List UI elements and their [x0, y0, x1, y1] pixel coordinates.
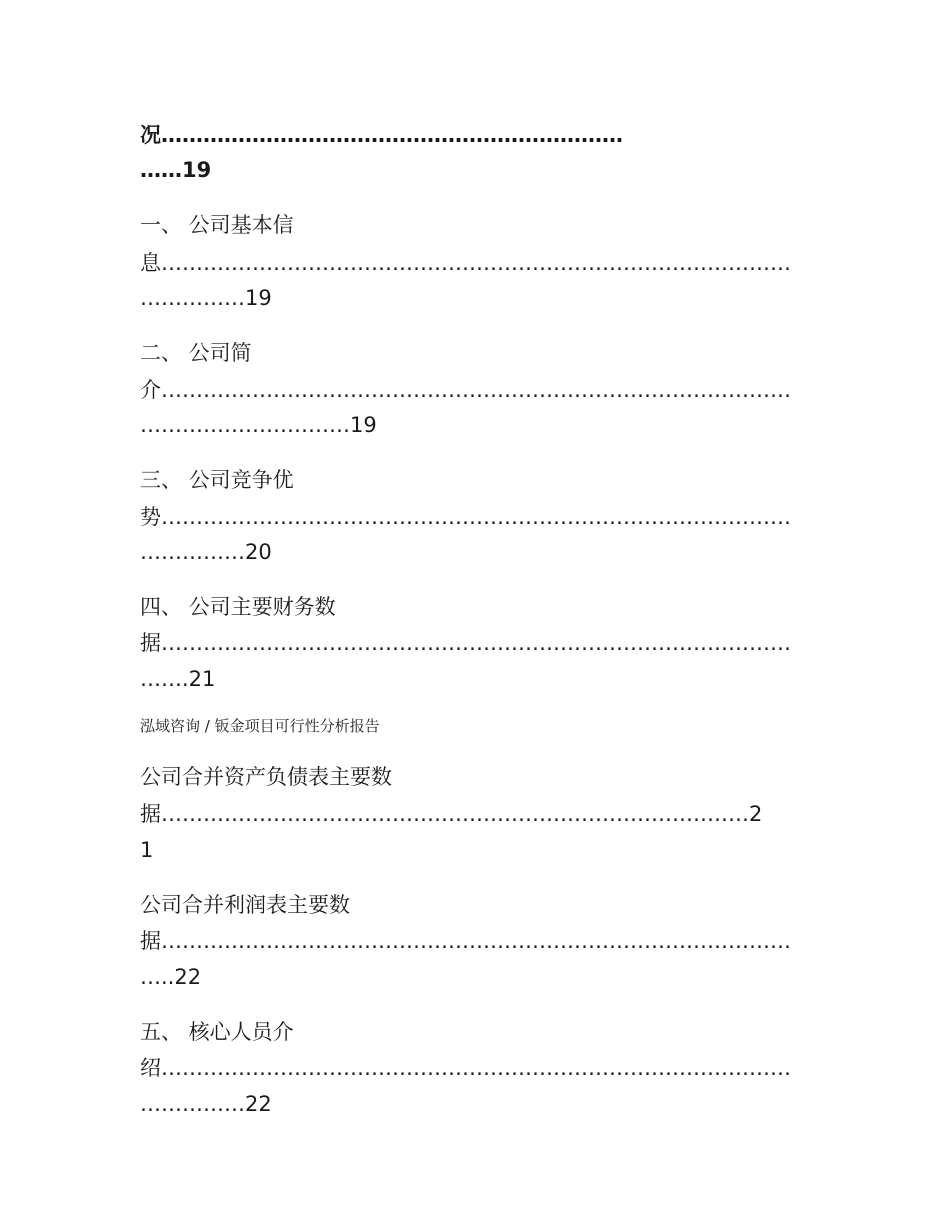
toc-entry-3-line1: 势………………………………………………………………………………	[140, 505, 791, 529]
toc-entry-6-line1: 据………………………………………………………………………………	[140, 929, 791, 953]
toc-entry-4-line1: 据………………………………………………………………………………	[140, 631, 791, 655]
toc-entry-2-page: …………………………19	[140, 413, 377, 437]
toc-entry-1-page: ……………19	[140, 286, 272, 310]
toc-entry-6-page: …..22	[140, 965, 202, 989]
toc-entry-1-line1: 息………………………………………………………………………………	[140, 251, 791, 275]
toc-entry-2-line1: 介………………………………………………………………………………	[140, 378, 791, 402]
running-header: 泓域咨询 / 钣金项目可行性分析报告	[140, 717, 380, 735]
toc-entry-5-line1: 据…………………………………………………………………………2	[140, 802, 763, 826]
toc-entry-6-heading: 公司合并利润表主要数	[140, 893, 350, 917]
toc-entry-3-heading: 三、 公司竞争优	[140, 468, 294, 492]
toc-entry-1-heading: 一、 公司基本信	[140, 213, 294, 237]
toc-entry-5-heading: 公司合并资产负债表主要数	[140, 765, 392, 789]
toc-entry-7-heading: 五、 核心人员介	[140, 1020, 294, 1044]
toc-entry-7-line1: 绍………………………………………………………………………………	[140, 1056, 791, 1080]
toc-entry-4-heading: 四、 公司主要财务数	[140, 595, 336, 619]
toc-entry-5-page: 1	[140, 838, 154, 862]
toc-entry-7-page: ……………22	[140, 1092, 272, 1116]
toc-entry-4-page: …….21	[140, 667, 216, 691]
toc-entry-0-line1: 况…………………………………………………………	[140, 123, 623, 147]
toc-entry-3-page: ……………20	[140, 540, 272, 564]
toc-entry-0-page: ……19	[140, 158, 212, 182]
toc-entry-2-heading: 二、 公司简	[140, 341, 252, 365]
